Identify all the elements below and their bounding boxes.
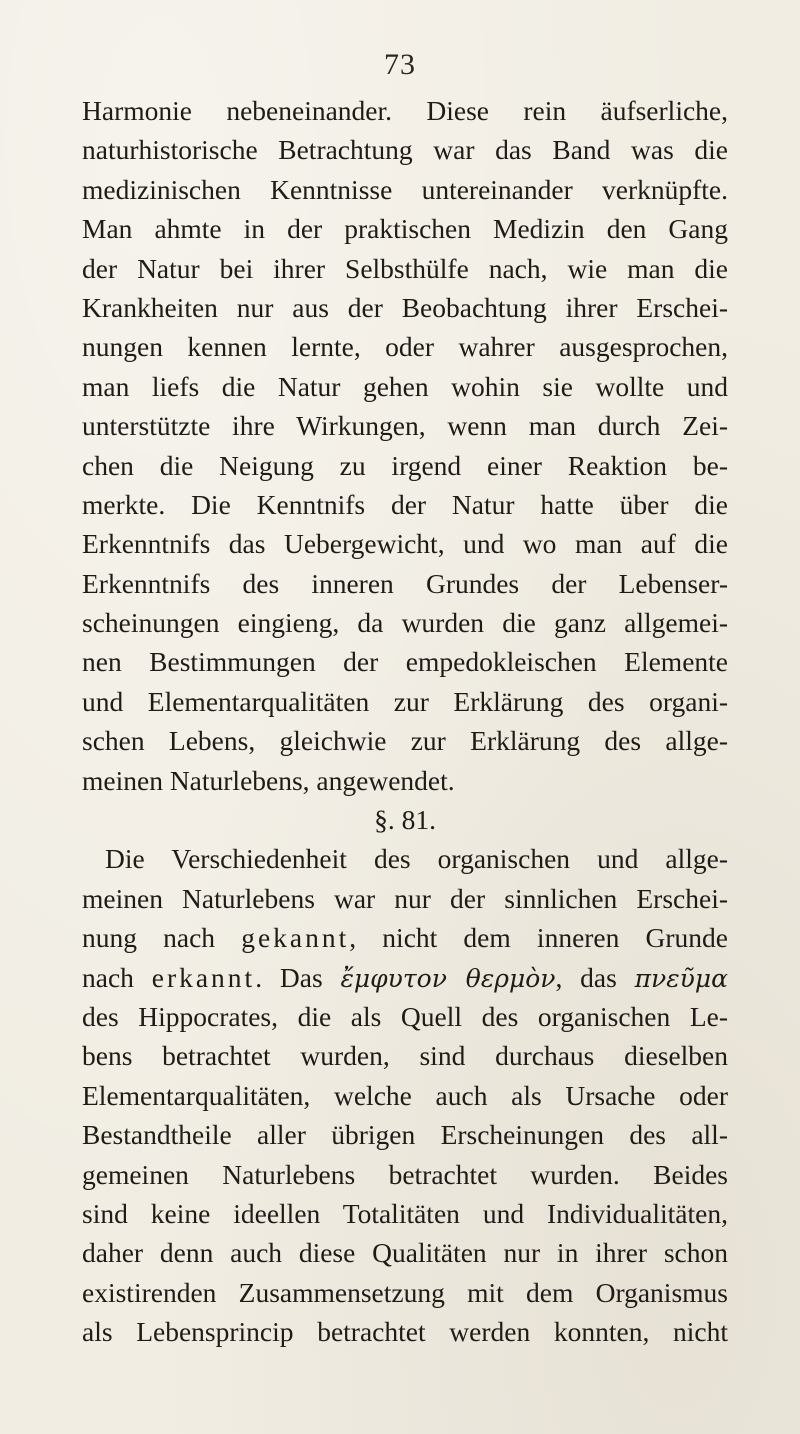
text-line — [82, 918, 728, 957]
text-line: Erkenntnifs des inneren Grundes der Lebenser- — [82, 567, 728, 599]
text-fragment: nung nach — [82, 922, 242, 954]
text-line: medizinischen Kenntnisse untereinander verknüpfte. — [82, 173, 728, 205]
text-line: Harmonie nebeneinander. Diese rein äufserliche, — [82, 95, 728, 126]
text-line: des Hippocrates, die als Quell des organischen Le- — [82, 1000, 728, 1032]
text-line: schen Lebens, gleichwie zur Erklärung des allge- — [82, 725, 728, 757]
text-line: existirenden Zusammensetzung mit dem Organismus — [82, 1276, 728, 1308]
body-text — [82, 91, 728, 1352]
text-line: bens betrachtet wurden, sind durchaus dieselben — [82, 1040, 728, 1072]
text-line: scheinungen eingieng, da wurden die ganz allgemei- — [82, 607, 728, 639]
greek-term: πνεῦμα — [634, 963, 728, 993]
page-number: 73 — [384, 48, 416, 81]
emphasized-word: gekannt — [241, 922, 350, 954]
text-line: Bestandtheile aller übrigen Erscheinungen des all- — [82, 1119, 728, 1151]
text-line: gemeinen Naturlebens betrachtet wurden. Beides — [82, 1158, 728, 1190]
text-line: merkte. Die Kenntnifs der Natur hatte über die — [82, 488, 728, 520]
text-line: daher denn auch diese Qualitäten nur in ihrer schon — [82, 1237, 728, 1269]
text-fragment: , das — [555, 961, 635, 993]
emphasized-word: erkannt — [151, 961, 256, 993]
text-line: chen die Neigung zu irgend einer Reaktion be- — [82, 449, 728, 481]
text-line: sind keine ideellen Totalitäten und Individualitäten, — [82, 1197, 728, 1229]
text-line: Elementarqualitäten, welche auch als Ursache oder — [82, 1079, 728, 1111]
text-line: nen Bestimmungen der empedokleischen Elemente — [82, 646, 728, 678]
text-line: nungen kennen lernte, oder wahrer ausgesprochen, — [82, 331, 728, 363]
text-line: Krankheiten nur aus der Beobachtung ihrer Erschei- — [82, 291, 728, 323]
greek-term: ἔμφυτον θερμὸν — [340, 963, 556, 993]
text-line: Erkenntnifs das Uebergewicht, und wo man auf die — [82, 528, 728, 560]
text-fragment: nach — [82, 961, 152, 993]
text-line: als Lebensprincip betrachtet werden konnten, nicht — [82, 1316, 728, 1348]
text-line: naturhistorische Betrachtung war das Band was die — [82, 134, 728, 166]
text-line: man liefs die Natur gehen wohin sie wollte und — [82, 370, 728, 402]
text-line: und Elementarqualitäten zur Erklärung des organi- — [82, 685, 728, 717]
text-line: Die Verschiedenheit des organischen und allge- — [105, 843, 728, 875]
text-fragment: , nicht dem inneren Grunde — [349, 922, 728, 954]
text-line: meinen Naturlebens war nur der sinnlichen Erschei- — [82, 882, 728, 914]
section-heading: §. 81. — [374, 804, 436, 836]
text-line: unterstützte ihre Wirkungen, wenn man durch Zei- — [82, 410, 728, 442]
text-line: der Natur bei ihrer Selbsthülfe nach, wie man die — [82, 252, 728, 284]
text-line: Man ahmte in der praktischen Medizin den Gang — [82, 213, 728, 245]
text-fragment: . Das — [255, 961, 341, 993]
text-line — [82, 958, 728, 997]
text-line: meinen Naturlebens, angewendet. — [82, 764, 455, 796]
